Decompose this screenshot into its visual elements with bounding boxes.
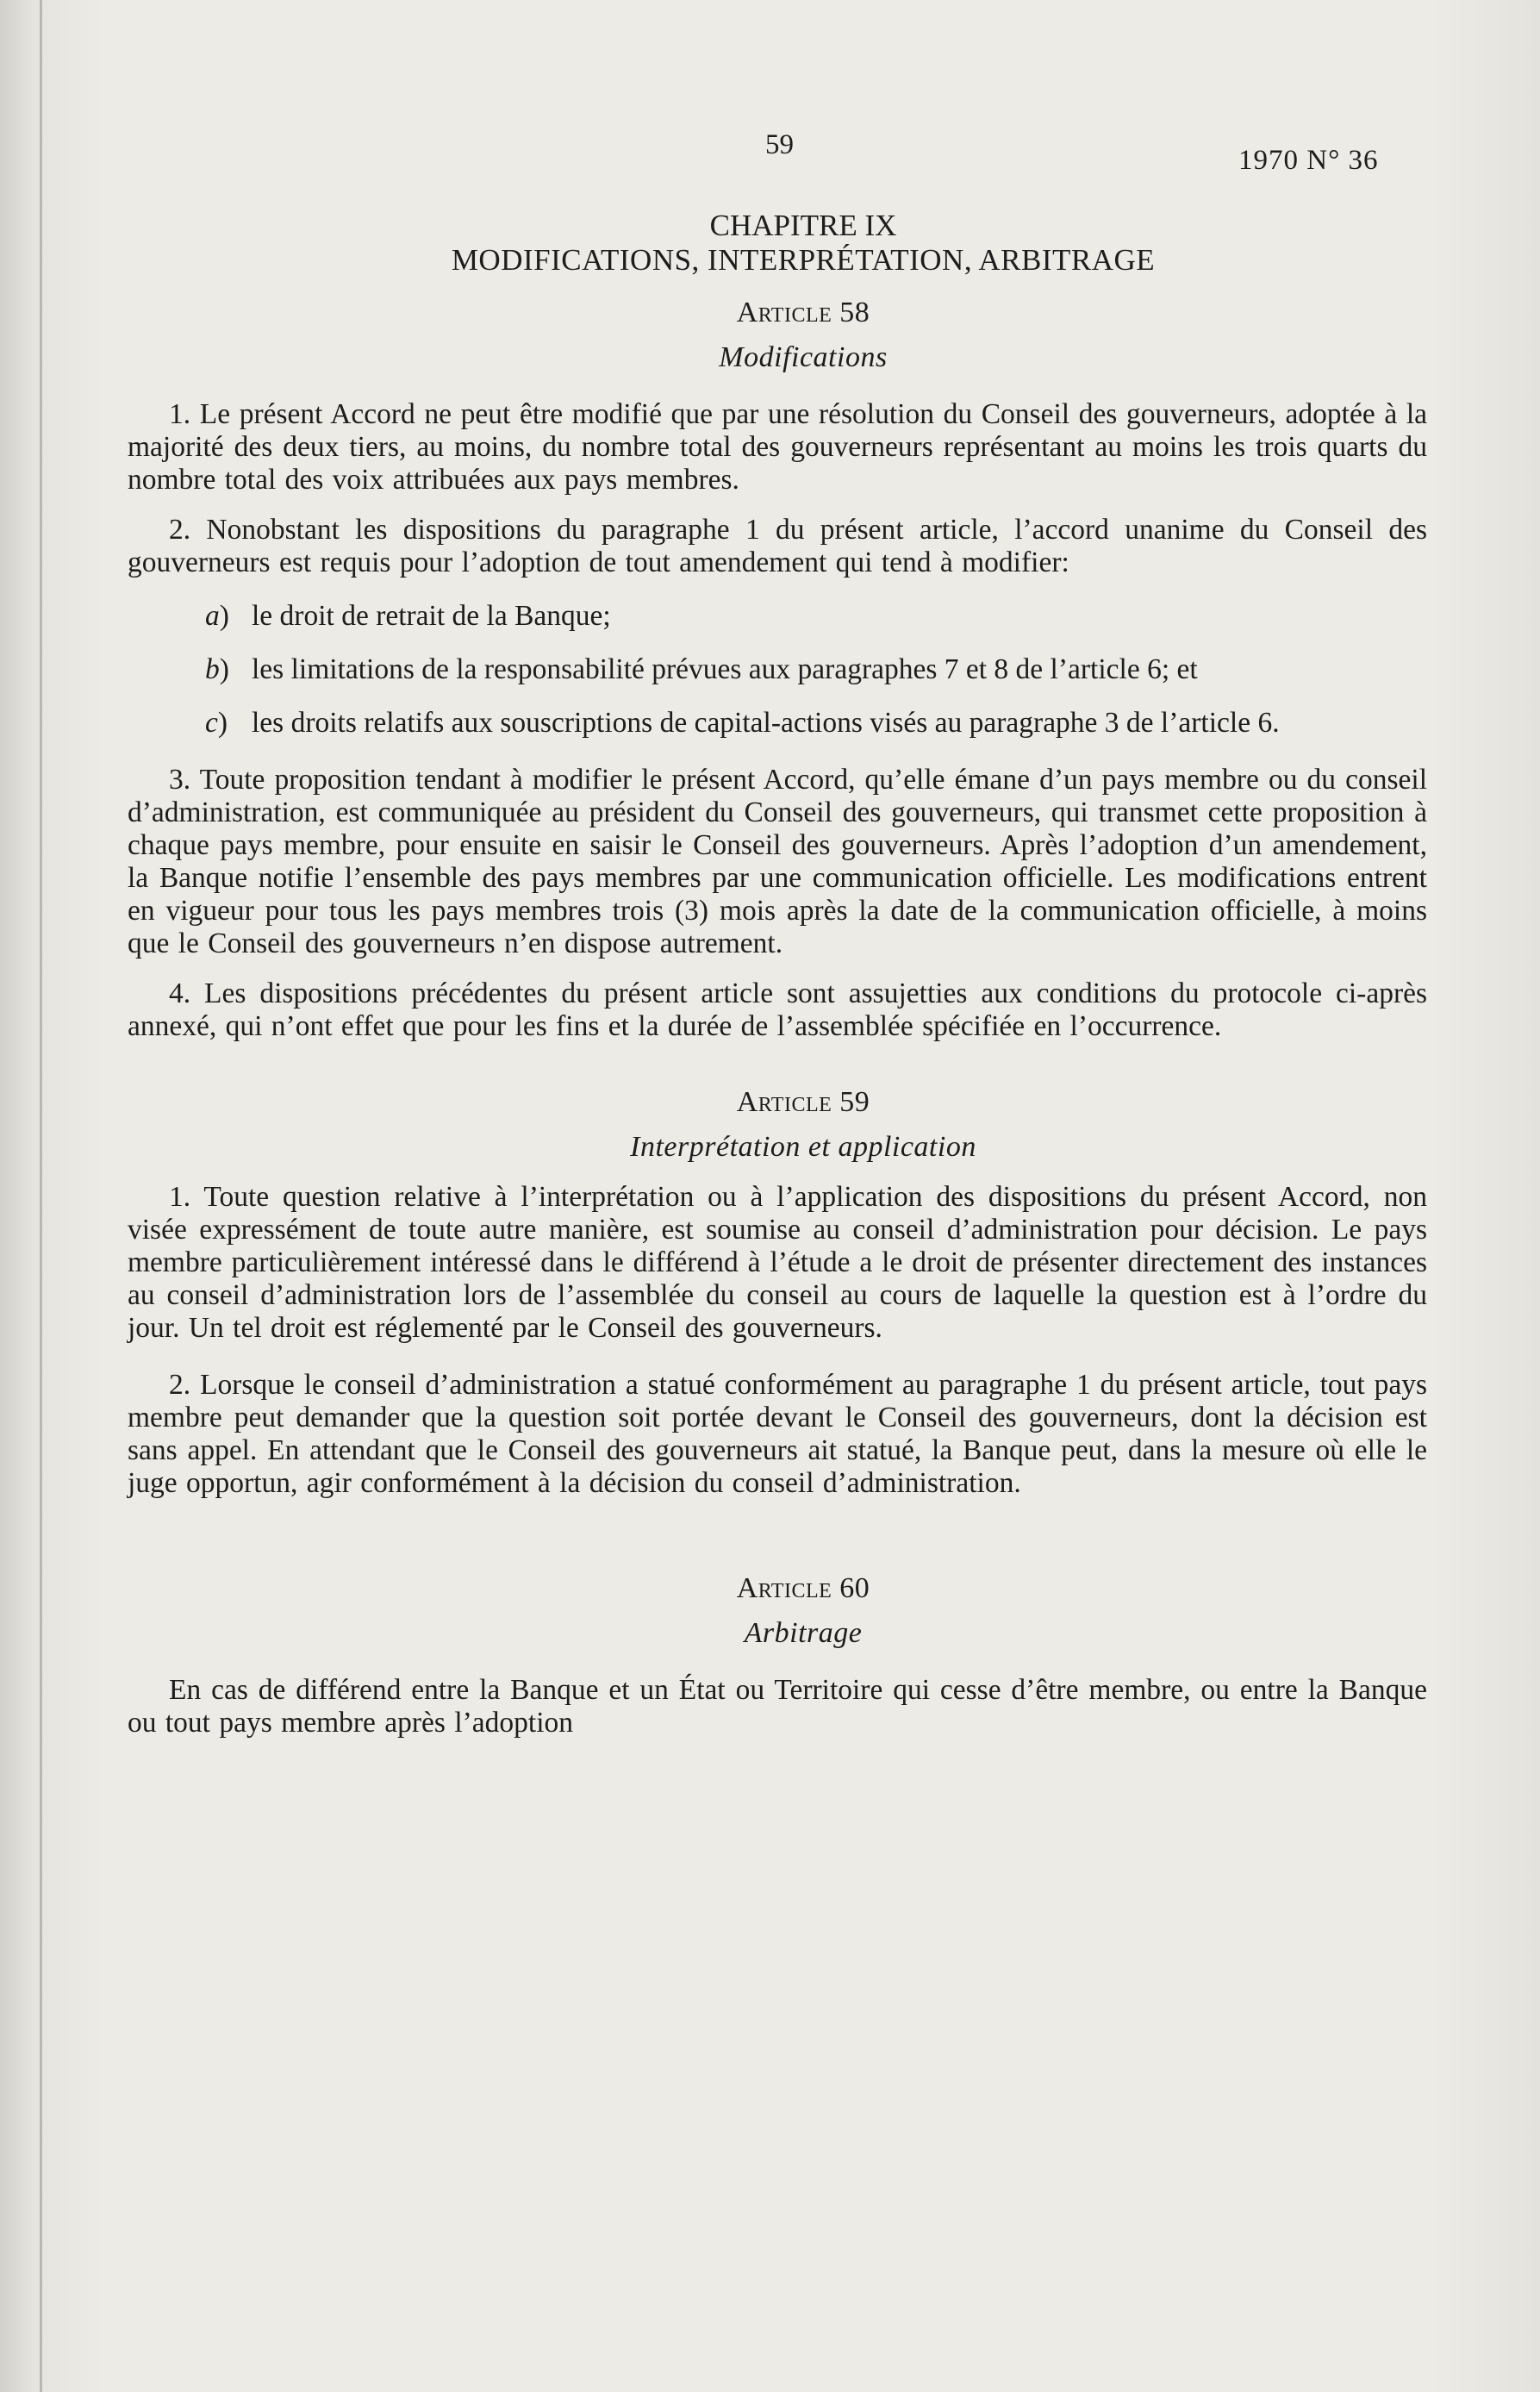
item-label: c bbox=[205, 707, 218, 739]
article-58-paragraph-1: 1. Le présent Accord ne peut être modifié que par une résolution du Conseil des gouverneurs, adoptée à la majorité des deux tiers, au moins, du nombre total des gouverneurs représentant au moins les trois quarts du nombre total des voix attribuées aux pays membres. bbox=[128, 398, 1427, 496]
item-text: le droit de retrait de la Banque; bbox=[252, 600, 611, 632]
item-text: les limitations de la responsabilité prévues aux paragraphes 7 et 8 de l’article 6; et bbox=[252, 653, 1198, 685]
article-58-item-a: a) le droit de retrait de la Banque; bbox=[128, 600, 1427, 633]
page-number: 59 bbox=[765, 129, 794, 160]
article-59-heading: Article 59 bbox=[736, 1086, 870, 1118]
item-label: b bbox=[205, 653, 220, 685]
article-59-title: Interprétation et application bbox=[630, 1131, 976, 1163]
chapter-title: CHAPITRE IX bbox=[709, 209, 897, 242]
article-58-paragraph-4: 4. Les dispositions précédentes du présent article sont assujetties aux conditions du protocole ci-après annexé, qui n’ont effet que pour les fins et la durée de l’assemblée spécifiée en l’occurrence. bbox=[128, 977, 1427, 1042]
page-header bbox=[0, 129, 1540, 181]
article-58-paragraph-3: 3. Toute proposition tendant à modifier le présent Accord, qu’elle émane d’un pays membre ou du conseil d’administration, est communiquée au président du Conseil des gouverneurs, qui transmet cette proposition à chaque pays membre, pour ensuite en saisir le Conseil des gouverneurs. Après l’adoption d’un amendement, la Banque notifie l’ensemble des pays membres par une communication officielle. Les modifications entrent en vigueur pour tous les pays membres trois (3) mois après la date de la communication officielle, à moins que le Conseil des gouverneurs n’en dispose autrement. bbox=[128, 764, 1427, 959]
page-gutter-line bbox=[40, 0, 42, 2392]
document-reference: 1970 N° 36 bbox=[1238, 145, 1379, 176]
item-text: les droits relatifs aux souscriptions de capital-actions visés au paragraphe 3 de l’article 6. bbox=[252, 707, 1280, 739]
article-58-paragraph-2: 2. Nonobstant les dispositions du paragraphe 1 du présent article, l’accord unanime du Conseil des gouverneurs est requis pour l’adoption de tout amendement qui tend à modifier: bbox=[128, 514, 1427, 578]
article-59-paragraph-1: 1. Toute question relative à l’interprétation ou à l’application des dispositions du présent Accord, non visée expressément de toute autre manière, est soumise au conseil d’administration pour décision. Le pays membre particulièrement intéressé dans le différend à l’étude a le droit de présenter directement des instances au conseil d’administration lors de l’assemblée du conseil au cours de laquelle la question est à l’ordre du jour. Un tel droit est réglementé par le Conseil des gouverneurs. bbox=[128, 1181, 1427, 1344]
article-59-paragraph-2: 2. Lorsque le conseil d’administration a statué conformément au paragraphe 1 du présent article, tout pays membre peut demander que la question soit portée devant le Conseil des gouverneurs, dont la décision est sans appel. En attendant que le Conseil des gouverneurs ait statué, la Banque peut, dans la mesure où elle le juge opportun, agir conformément à la décision du conseil d’administration. bbox=[128, 1369, 1427, 1499]
article-58-heading: Article 58 bbox=[736, 297, 870, 328]
article-60-paragraph-1: En cas de différend entre la Banque et un État ou Territoire qui cesse d’être membre, ou entre la Banque ou tout pays membre après l’adoption bbox=[128, 1674, 1427, 1739]
page-content bbox=[128, 209, 1427, 1739]
article-60-heading: Article 60 bbox=[736, 1572, 870, 1604]
article-58-item-b: b) les limitations de la responsabilité prévues aux paragraphes 7 et 8 de l’article 6; et bbox=[128, 653, 1427, 686]
article-58-title: Modifications bbox=[719, 341, 888, 373]
chapter-subtitle: MODIFICATIONS, INTERPRÉTATION, ARBITRAGE bbox=[451, 243, 1156, 277]
article-58-item-c: c) les droits relatifs aux souscriptions de capital-actions visés au paragraphe 3 de l’article 6. bbox=[128, 707, 1427, 740]
article-60-title: Arbitrage bbox=[744, 1617, 863, 1649]
chapter-heading bbox=[128, 209, 1427, 278]
item-label: a bbox=[205, 600, 220, 632]
